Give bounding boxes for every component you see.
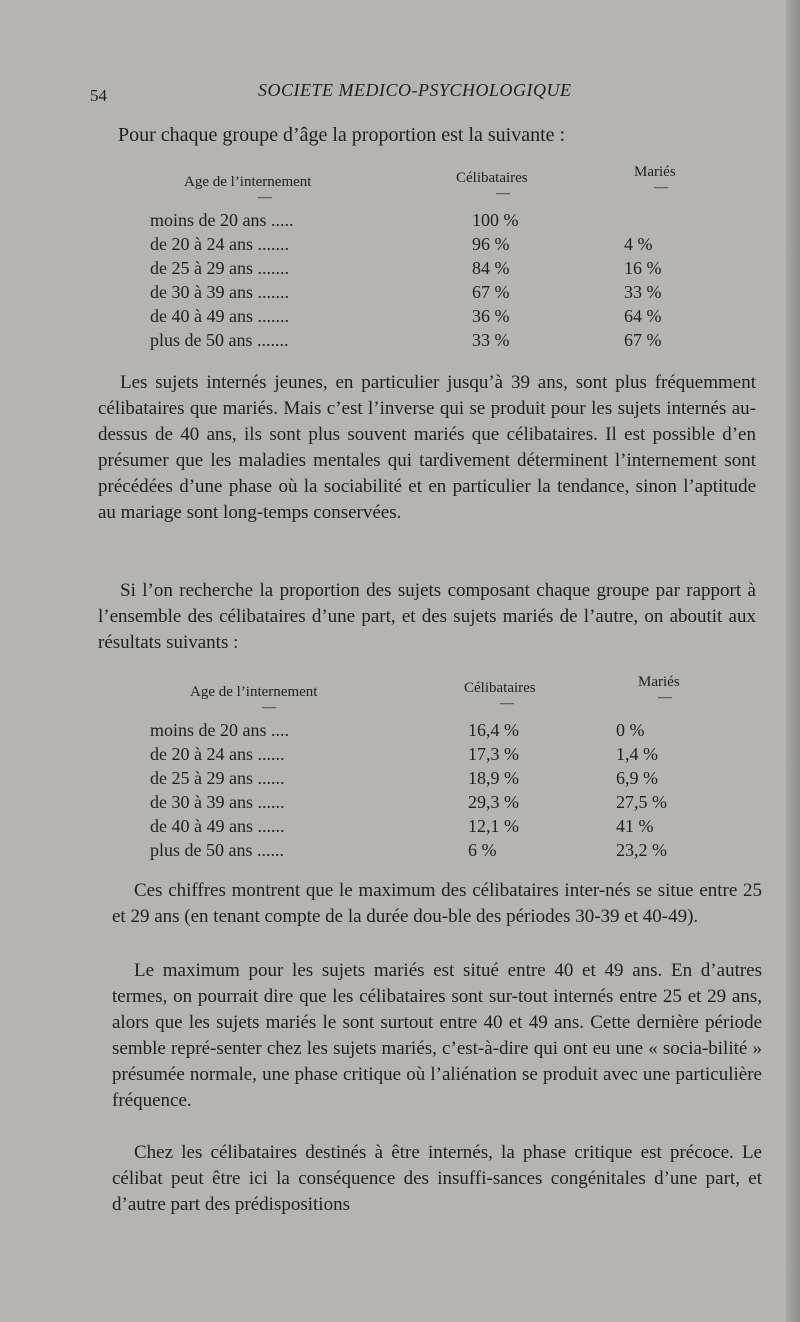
cell-celibataires: 17,3 % [468,744,519,764]
cell-maries: 0 % [616,720,645,740]
cell-celibataires: 18,9 % [468,768,519,788]
col-dash-maries: — [658,690,672,705]
cell-maries: 23,2 % [616,840,667,860]
cell-maries: 41 % [616,816,654,836]
cell-celibataires: 100 % [472,210,519,230]
table-row [150,792,710,816]
col-header-age: Age de l’internement [184,174,312,190]
table-row [150,234,710,258]
cell-age: de 20 à 24 ans ...... [150,744,285,764]
cell-age: de 40 à 49 ans ...... [150,816,285,836]
col-dash-age: — [262,700,276,715]
cell-celibataires: 84 % [472,258,510,278]
col-dash-maries: — [654,180,668,195]
table-row [150,258,710,282]
paragraph-young-subjects: Les sujets internés jeunes, en particulier jusqu’à 39 ans, sont plus fréquemment célibataires que mariés. Mais c’est l’inverse qui se produit pour les sujets internés au-dessus de 40 ans, ils sont plus souvent mariés que célibataires. Il est possible d’en présumer que les maladies mentales qui tardivement déterminent l’internement sont précédées d’une phase où la sociabilité et en particulier la tendance, sinon l’aptitude au mariage sont long-temps conservées. [98,372,756,523]
col-header-age: Age de l’internement [190,684,318,700]
cell-celibataires: 96 % [472,234,510,254]
col-dash-celibataires: — [500,696,514,711]
table-row [150,330,710,354]
table-row [150,282,710,306]
table-header [150,674,710,720]
page-number: 54 [90,86,107,105]
table-row [150,840,710,864]
col-header-maries: Mariés [634,164,676,180]
paragraph-figures: Ces chiffres montrent que le maximum des célibataires inter-nés se situe entre 25 et 29 ans (en tenant compte de la durée dou-ble des périodes 30-39 et 40-49). [112,880,762,927]
cell-age: de 30 à 39 ans ...... [150,792,285,812]
cell-celibataires: 6 % [468,840,497,860]
cell-maries: 16 % [624,258,662,278]
cell-maries: 1,4 % [616,744,658,764]
table-row [150,768,710,792]
cell-age: de 30 à 39 ans ....... [150,282,289,302]
paragraph-maximum-married: Le maximum pour les sujets mariés est situé entre 40 et 49 ans. En d’autres termes, on pourrait dire que les célibataires sont sur-tout internés entre 25 et 29 ans, alors que les sujets mariés le sont surtout entre 40 et 49 ans. Cette dernière période semble repré-senter chez les sujets mariés, c’est-à-dire qui ont eu une « socia-bilité » présumée normale, une phase critique où l’aliénation se produit avec une particulière fréquence. [112,960,762,1111]
cell-age: de 25 à 29 ans ....... [150,258,289,278]
cell-celibataires: 29,3 % [468,792,519,812]
cell-maries: 27,5 % [616,792,667,812]
cell-celibataires: 33 % [472,330,510,350]
cell-age: plus de 50 ans ....... [150,330,289,350]
cell-maries: 67 % [624,330,662,350]
table-row [150,210,710,234]
cell-celibataires: 16,4 % [468,720,519,740]
table-row [150,306,710,330]
cell-age: moins de 20 ans .... [150,720,289,740]
table-age-proportion [150,164,710,354]
cell-age: de 25 à 29 ans ...... [150,768,285,788]
cell-maries: 4 % [624,234,653,254]
col-dash-age: — [258,190,272,205]
paragraph-celibataires: Chez les célibataires destinés à être internés, la phase critique est précoce. Le célibat peut être ici la conséquence des insuffi-sances congénitales d’une part, et d’autre part des prédispositions [112,1142,762,1215]
table-row [150,720,710,744]
cell-age: plus de 50 ans ...... [150,840,284,860]
paragraph-research: Si l’on recherche la proportion des sujets composant chaque groupe par rapport à l’ensemble des célibataires d’une part, et des sujets mariés de l’autre, on aboutit aux résultats suivants : [98,580,756,653]
cell-maries: 64 % [624,306,662,326]
paragraph-intro: Pour chaque groupe d’âge la proportion est la suivante : [118,124,566,146]
running-head: SOCIETE MEDICO-PSYCHOLOGIQUE [258,80,572,100]
page-header [0,78,800,108]
cell-maries: 33 % [624,282,662,302]
cell-celibataires: 67 % [472,282,510,302]
cell-age: de 20 à 24 ans ....... [150,234,289,254]
col-header-maries: Mariés [638,674,680,690]
table-header [150,164,710,210]
col-header-celibataires: Célibataires [456,170,528,186]
col-header-celibataires: Célibataires [464,680,536,696]
cell-celibataires: 12,1 % [468,816,519,836]
cell-celibataires: 36 % [472,306,510,326]
table-row [150,816,710,840]
col-dash-celibataires: — [496,186,510,201]
table-group-proportion [150,674,710,864]
cell-age: moins de 20 ans ..... [150,210,294,230]
cell-maries: 6,9 % [616,768,658,788]
table-row [150,744,710,768]
cell-age: de 40 à 49 ans ....... [150,306,289,326]
